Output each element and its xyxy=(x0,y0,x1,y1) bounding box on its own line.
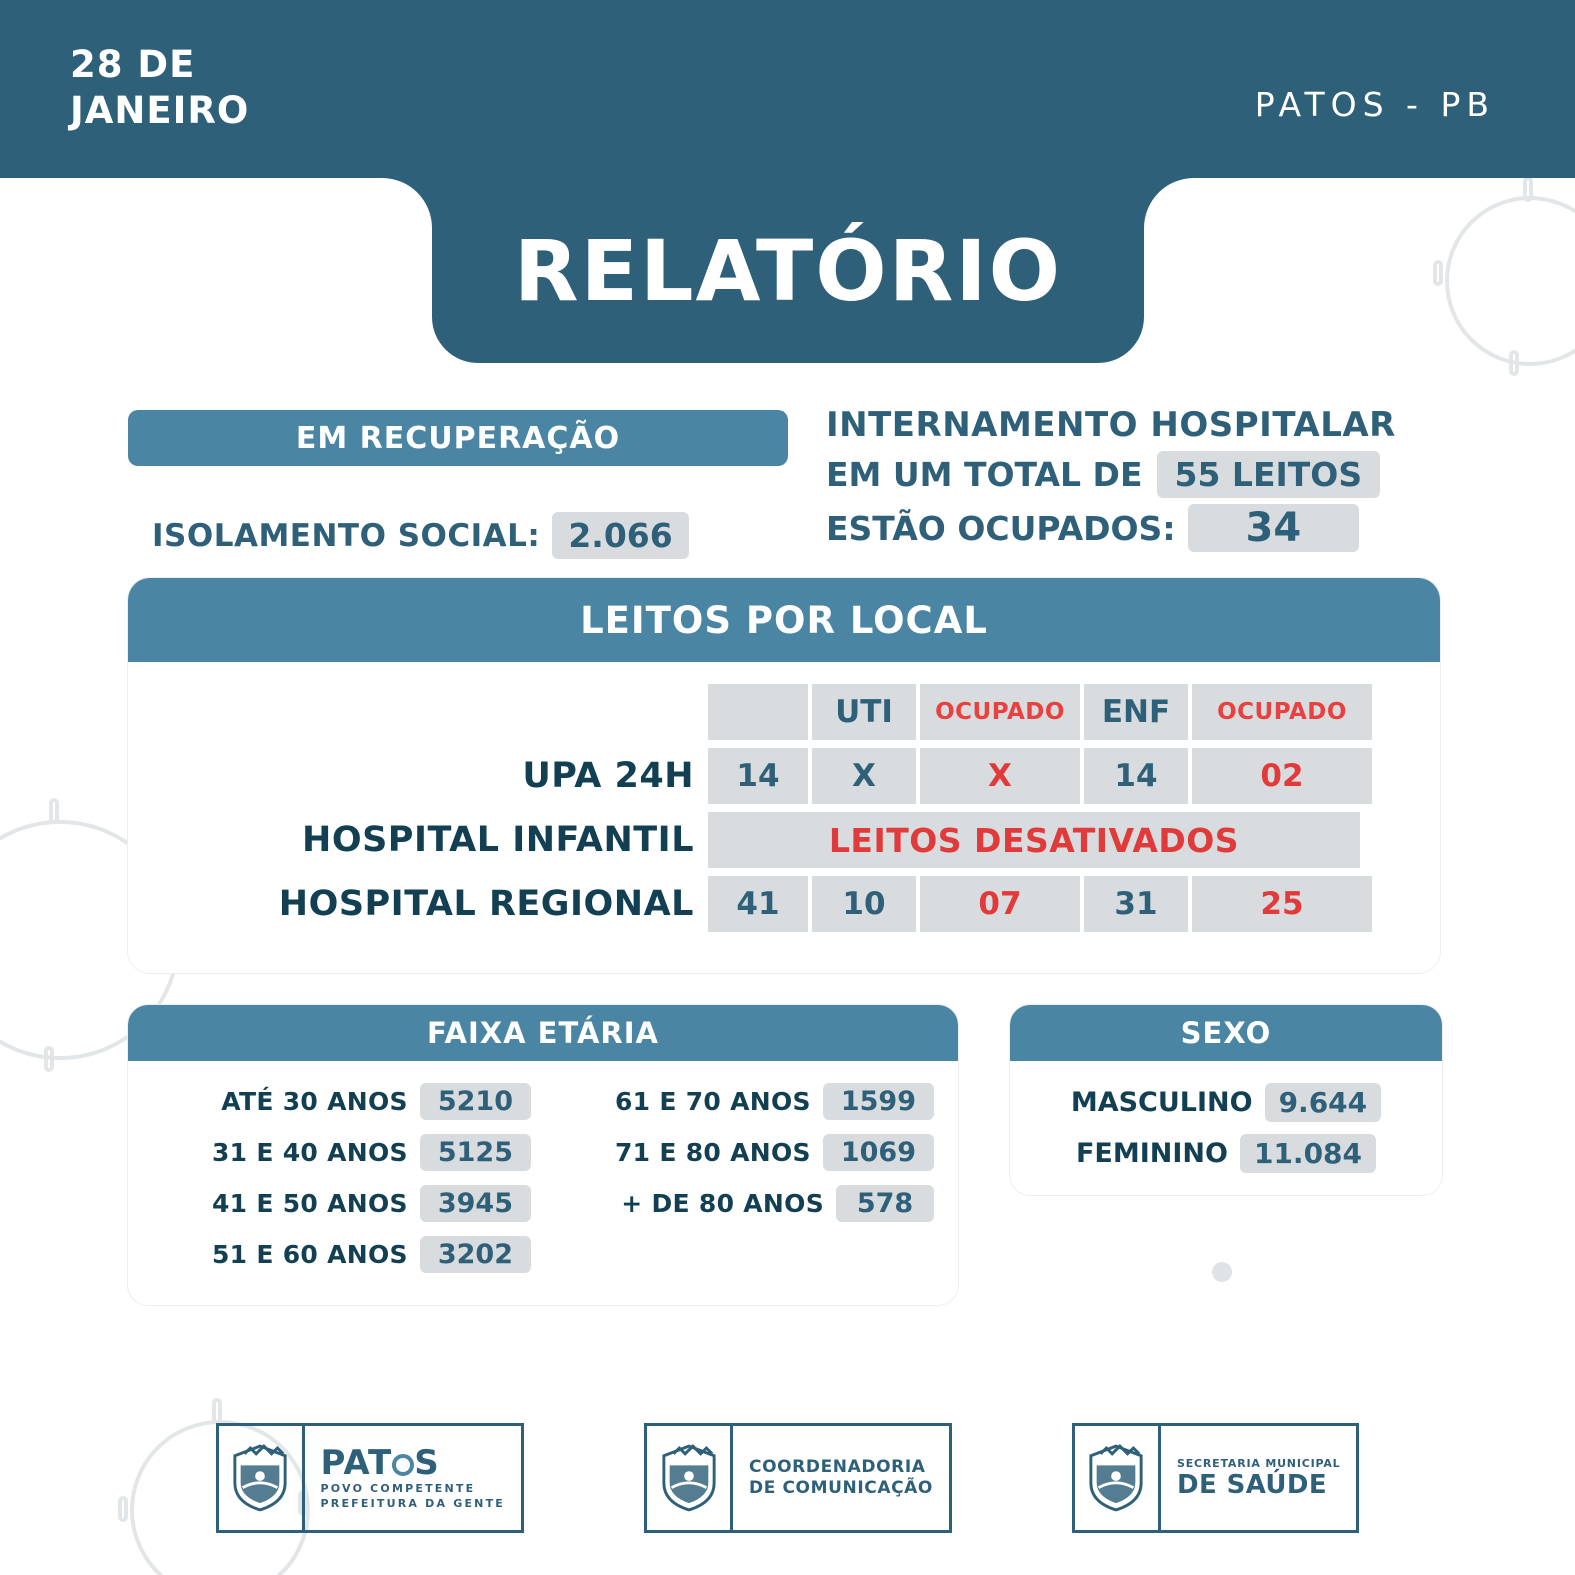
recovery-banner xyxy=(128,410,788,466)
logo-prefeitura-line2: PREFEITURA DA GENTE xyxy=(320,1497,505,1510)
list-item xyxy=(152,1185,531,1222)
list-item xyxy=(1036,1083,1416,1122)
beds-header-uti-ocupado: OCUPADO xyxy=(920,684,1080,740)
age-groups-header xyxy=(128,1005,958,1061)
report-date-line2: JANEIRO xyxy=(70,89,250,132)
logo-coordenadoria-text xyxy=(733,1457,949,1499)
beds-header-enf: ENF xyxy=(1084,684,1188,740)
list-item xyxy=(555,1083,934,1120)
patos-o-dot-icon xyxy=(392,1454,414,1476)
page-title: RELATÓRIO xyxy=(513,221,1063,320)
list-item xyxy=(555,1185,934,1222)
title-notch-right xyxy=(1144,178,1194,228)
logo-secretaria-saude xyxy=(1072,1423,1359,1533)
beds-upa-uti: X xyxy=(812,748,916,804)
age-value-61-70: 1599 xyxy=(823,1083,934,1120)
age-label-41-50: 41 E 50 ANOS xyxy=(211,1189,408,1218)
beds-by-location-card xyxy=(128,578,1440,973)
table-row xyxy=(128,876,1440,932)
beds-regional-enf: 31 xyxy=(1084,876,1188,932)
dot-decoration-3 xyxy=(1212,1262,1232,1282)
beds-regional-total: 41 xyxy=(708,876,808,932)
beds-infantil-disabled-text: LEITOS DESATIVADOS xyxy=(708,812,1360,868)
sex-value-feminino: 11.084 xyxy=(1240,1134,1376,1173)
age-groups-columns xyxy=(128,1061,958,1287)
coat-of-arms-icon xyxy=(647,1426,733,1530)
beds-table-header-row xyxy=(128,684,1440,740)
hospitalization-occupied-value: 34 xyxy=(1188,504,1360,552)
social-isolation-value: 2.066 xyxy=(552,512,688,559)
age-value-51-60: 3202 xyxy=(420,1236,531,1273)
list-item xyxy=(152,1134,531,1171)
recovery-label: EM RECUPERAÇÃO xyxy=(295,420,621,456)
age-value-71-80: 1069 xyxy=(823,1134,934,1171)
beds-upa-total: 14 xyxy=(708,748,808,804)
city-label: PATOS - PB xyxy=(1254,85,1495,124)
logo-prefeitura-line1: POVO COMPETENTE xyxy=(320,1482,476,1495)
logo-secretaria-line1: SECRETARIA MUNICIPAL xyxy=(1176,1457,1341,1470)
list-item xyxy=(152,1236,531,1273)
table-row xyxy=(128,748,1440,804)
table-row xyxy=(128,812,1440,868)
social-isolation-row xyxy=(152,512,689,559)
logo-coordenadoria-line2: DE COMUNICAÇÃO xyxy=(749,1478,933,1498)
report-date-line1: 28 DE xyxy=(70,43,196,86)
logo-coordenadoria-comunicacao xyxy=(644,1423,952,1533)
age-value-31-40: 5125 xyxy=(420,1134,531,1171)
logo-coordenadoria-line1: COORDENADORIA xyxy=(749,1457,926,1477)
coat-of-arms-icon xyxy=(1075,1426,1161,1530)
beds-regional-uti-ocupado: 07 xyxy=(920,876,1080,932)
logo-prefeitura-text xyxy=(305,1445,521,1511)
age-value-41-50: 3945 xyxy=(420,1185,531,1222)
sex-label-masculino: MASCULINO xyxy=(1070,1087,1253,1118)
beds-card-body xyxy=(128,662,1440,924)
sex-card-title: SEXO xyxy=(1180,1016,1272,1050)
beds-header-enf-ocupado: OCUPADO xyxy=(1192,684,1372,740)
age-label-71-80: 71 E 80 ANOS xyxy=(614,1138,811,1167)
beds-header-uti: UTI xyxy=(812,684,916,740)
beds-regional-enf-ocupado: 25 xyxy=(1192,876,1372,932)
hospitalization-occupied-row xyxy=(826,504,1396,552)
logo-secretaria-text xyxy=(1161,1457,1356,1499)
hospitalization-total-label: EM UM TOTAL DE xyxy=(826,455,1143,494)
sex-rows xyxy=(1010,1061,1442,1173)
sex-label-feminino: FEMININO xyxy=(1075,1138,1228,1169)
age-groups-card xyxy=(128,1005,958,1305)
age-label-mais-80: + DE 80 ANOS xyxy=(621,1189,824,1218)
footer-logos xyxy=(0,1423,1575,1533)
age-groups-left-column xyxy=(152,1083,531,1287)
beds-row-label-regional: HOSPITAL REGIONAL xyxy=(278,884,694,924)
age-label-ate-30: ATÉ 30 ANOS xyxy=(221,1087,408,1116)
virus-decoration-top-right xyxy=(1445,196,1575,366)
beds-upa-uti-ocupado: X xyxy=(920,748,1080,804)
age-value-mais-80: 578 xyxy=(836,1185,934,1222)
logo-prefeitura-patos xyxy=(216,1423,524,1533)
coat-of-arms-icon xyxy=(219,1426,305,1530)
beds-header-total xyxy=(708,684,808,740)
age-label-31-40: 31 E 40 ANOS xyxy=(211,1138,408,1167)
beds-upa-enf: 14 xyxy=(1084,748,1188,804)
beds-row-label-upa: UPA 24H xyxy=(522,756,694,796)
age-groups-title: FAIXA ETÁRIA xyxy=(427,1016,659,1050)
hospitalization-title: INTERNAMENTO HOSPITALAR xyxy=(826,405,1396,445)
sex-value-masculino: 9.644 xyxy=(1265,1083,1382,1122)
hospitalization-block xyxy=(826,405,1396,552)
beds-card-header xyxy=(128,578,1440,662)
age-label-61-70: 61 E 70 ANOS xyxy=(614,1087,811,1116)
title-notch-left xyxy=(382,178,432,228)
age-value-ate-30: 5210 xyxy=(420,1083,531,1120)
beds-upa-enf-ocupado: 02 xyxy=(1192,748,1372,804)
beds-card-title: LEITOS POR LOCAL xyxy=(580,598,988,642)
report-title-banner xyxy=(432,178,1144,363)
list-item xyxy=(555,1134,934,1171)
beds-regional-uti: 10 xyxy=(812,876,916,932)
hospitalization-total-row xyxy=(826,451,1396,498)
beds-row-label-infantil: HOSPITAL INFANTIL xyxy=(302,820,694,860)
logo-prefeitura-name: PAT S xyxy=(320,1443,440,1483)
hospitalization-occupied-label: ESTÃO OCUPADOS: xyxy=(826,508,1176,548)
page-header xyxy=(0,0,1575,178)
list-item xyxy=(1036,1134,1416,1173)
hospitalization-total-value: 55 LEITOS xyxy=(1157,451,1381,498)
beds-table xyxy=(128,684,1440,940)
logo-secretaria-line2: DE SAÚDE xyxy=(1176,1470,1328,1500)
sex-card-header xyxy=(1010,1005,1442,1061)
age-label-51-60: 51 E 60 ANOS xyxy=(211,1240,408,1269)
social-isolation-label: ISOLAMENTO SOCIAL: xyxy=(152,517,541,554)
list-item xyxy=(152,1083,531,1120)
sex-card xyxy=(1010,1005,1442,1195)
report-date xyxy=(70,42,249,134)
age-groups-right-column xyxy=(555,1083,934,1287)
